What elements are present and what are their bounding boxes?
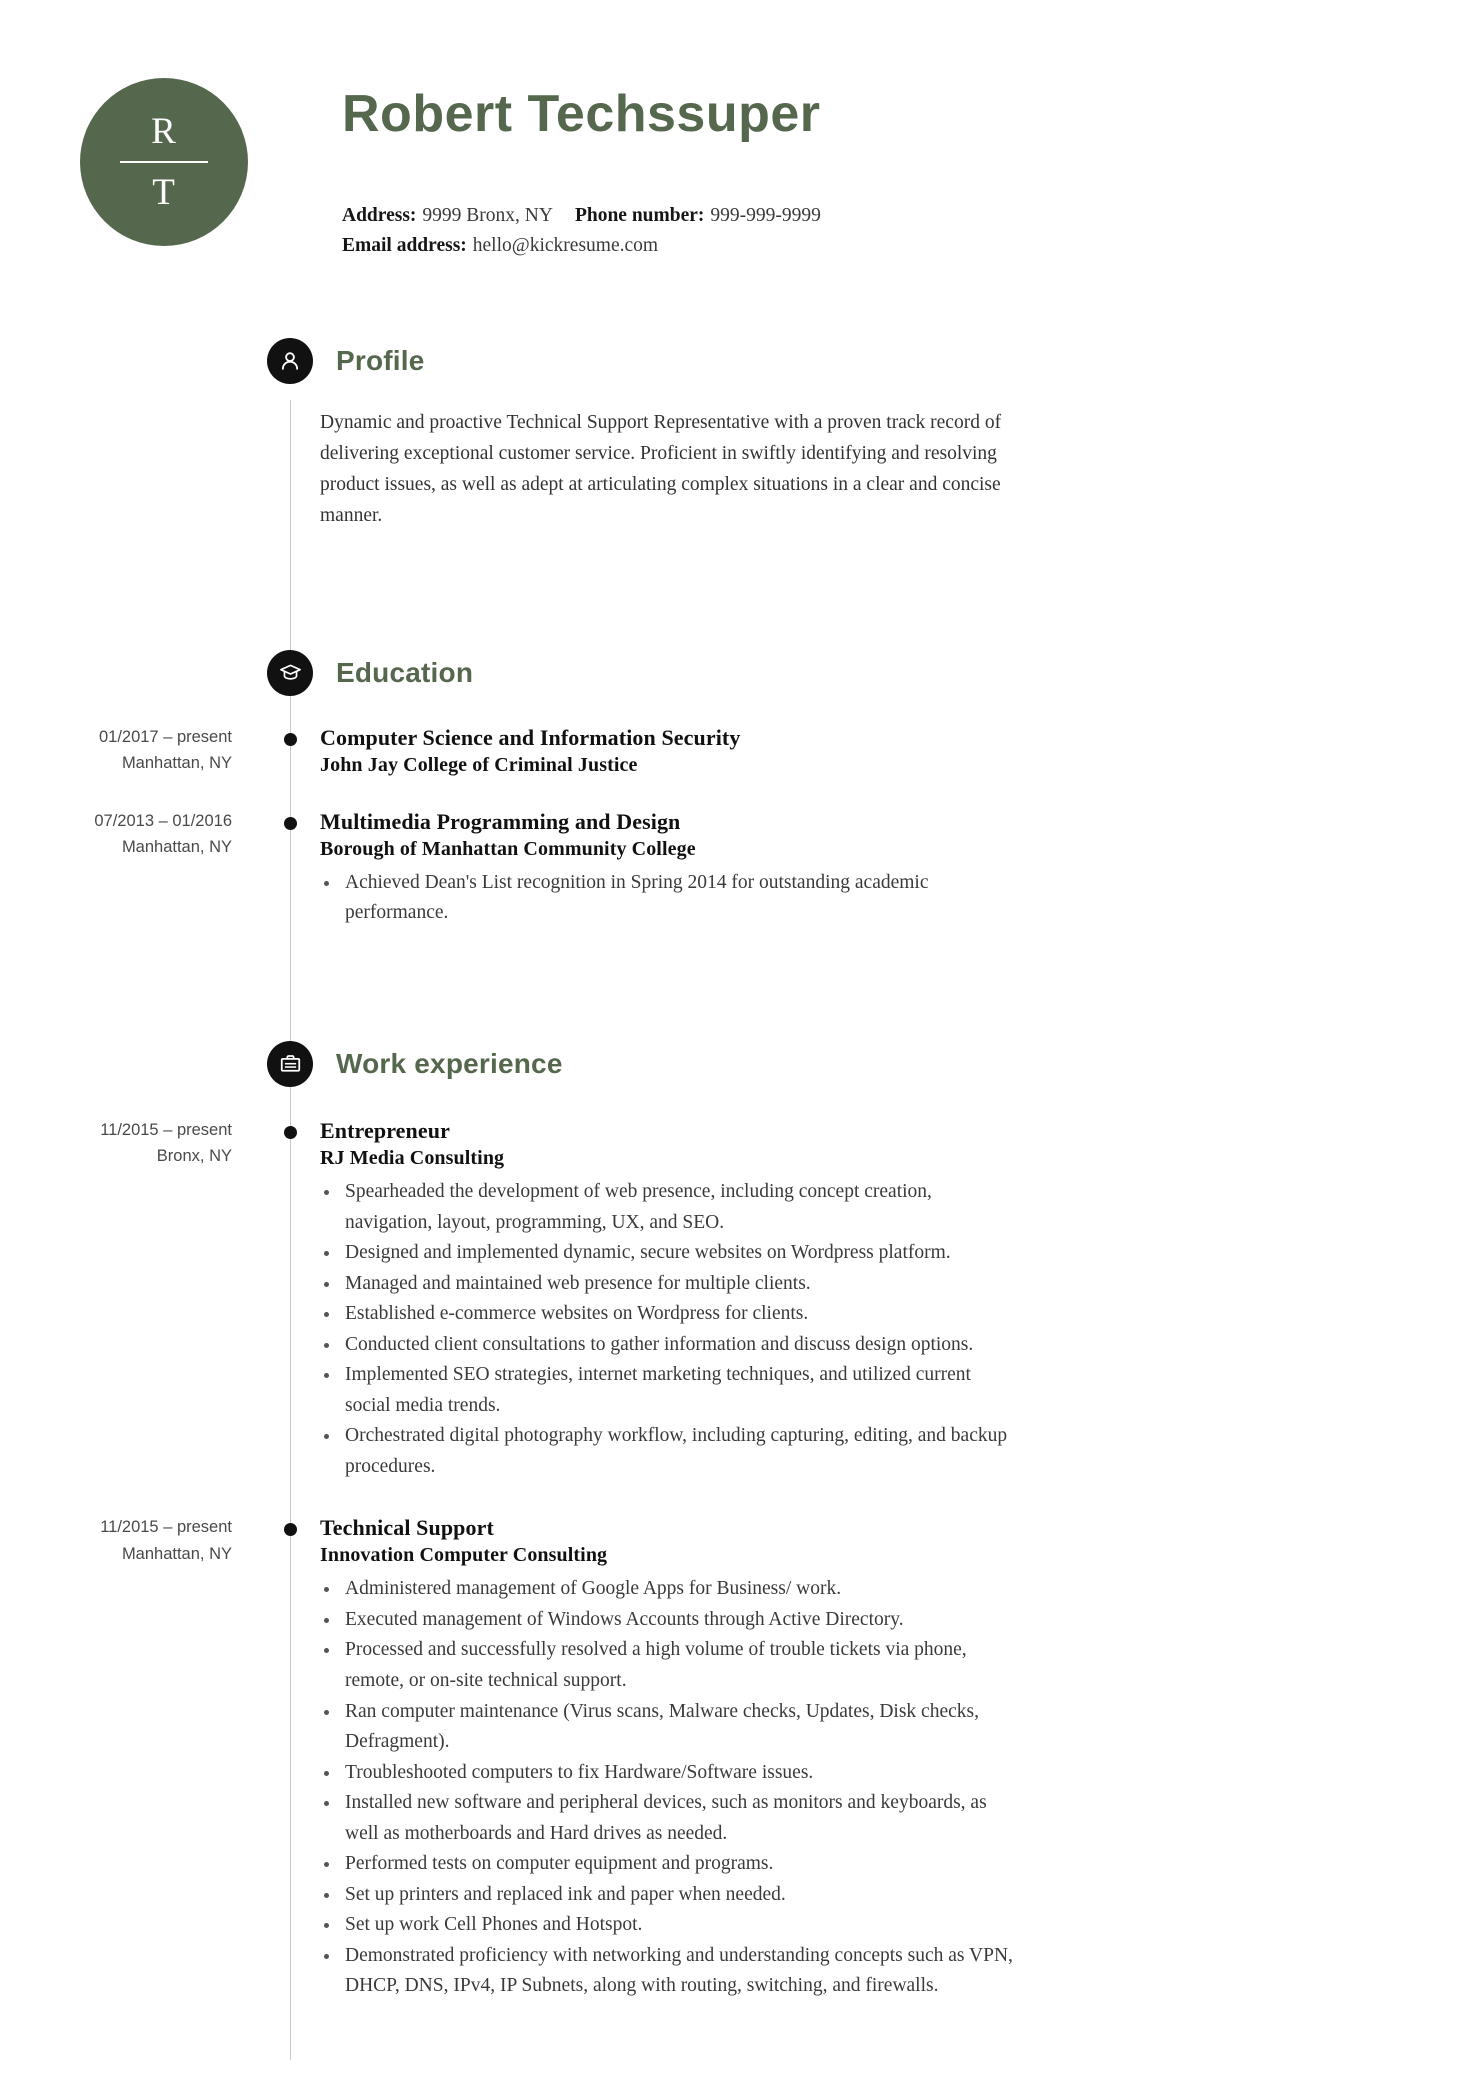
entry-body bbox=[320, 808, 1020, 929]
entry-organization: Innovation Computer Consulting bbox=[320, 1544, 608, 1567]
list-item: Managed and maintained web presence for multiple clients. bbox=[320, 1269, 1020, 1300]
address-label: Address: bbox=[342, 205, 417, 227]
entry-meta bbox=[0, 1117, 270, 1482]
entry-dates: 01/2017 – present bbox=[98, 727, 232, 746]
monogram-initial-top: R bbox=[151, 111, 177, 152]
list-item: Troubleshooted computers to fix Hardware/Software issues. bbox=[320, 1758, 1020, 1789]
list-item: Demonstrated proficiency with networking and understanding concepts such as VPN, DHCP, DNS, IPv4, IP Subnets, along with routing, switching, and firewalls. bbox=[320, 1941, 1020, 2002]
list-item: Administered management of Google Apps for Business/ work. bbox=[320, 1574, 1020, 1605]
list-item: Performed tests on computer equipment and programs. bbox=[320, 1849, 1020, 1880]
entry-body bbox=[320, 724, 1020, 778]
person-icon bbox=[267, 338, 313, 384]
entry-location: Manhattan, NY bbox=[121, 754, 232, 773]
section-title-education: Education bbox=[336, 656, 474, 688]
education-entry bbox=[0, 808, 1468, 929]
resume-header bbox=[0, 0, 1468, 260]
list-item: Orchestrated digital photography workflow, including capturing, editing, and backup procedures. bbox=[320, 1421, 1020, 1482]
contact-row-address-phone bbox=[342, 201, 821, 231]
entry-bullet-list bbox=[320, 1177, 1020, 1482]
list-item: Installed new software and peripheral devices, such as monitors and keyboards, as well as motherboards and Hard drives as needed. bbox=[320, 1788, 1020, 1849]
entry-bullet-list bbox=[320, 1574, 1020, 2001]
timeline-dot bbox=[284, 817, 297, 830]
section-work-experience bbox=[0, 1041, 1468, 2002]
section-header-education bbox=[0, 650, 1468, 696]
section-header-profile bbox=[0, 338, 1468, 384]
graduation-cap-icon bbox=[267, 650, 313, 696]
entry-bullet-list bbox=[320, 868, 1020, 929]
list-item: Ran computer maintenance (Virus scans, Malware checks, Updates, Disk checks, Defragment). bbox=[320, 1697, 1020, 1758]
entry-title: Multimedia Programming and Design bbox=[320, 808, 681, 834]
list-item: Spearheaded the development of web presence, including concept creation, navigation, layout, programming, UX, and SEO. bbox=[320, 1177, 1020, 1238]
entry-body bbox=[320, 1514, 1020, 2001]
entry-dates: 11/2015 – present bbox=[100, 1518, 232, 1537]
briefcase-icon bbox=[267, 1041, 313, 1087]
entry-dates: 11/2015 – present bbox=[100, 1120, 232, 1139]
list-item: Designed and implemented dynamic, secure websites on Wordpress platform. bbox=[320, 1238, 1020, 1269]
list-item: Achieved Dean's List recognition in Spring 2014 for outstanding academic performance. bbox=[320, 868, 1020, 929]
entry-title: Entrepreneur bbox=[320, 1117, 450, 1143]
list-item: Implemented SEO strategies, internet marketing techniques, and utilized current social media trends. bbox=[320, 1360, 1020, 1421]
entry-body bbox=[320, 1117, 1020, 1482]
list-item: Set up printers and replaced ink and paper when needed. bbox=[320, 1880, 1020, 1911]
timeline-dot bbox=[284, 1126, 297, 1139]
list-item: Executed management of Windows Accounts through Active Directory. bbox=[320, 1605, 1020, 1636]
list-item: Conducted client consultations to gather information and discuss design options. bbox=[320, 1330, 1020, 1361]
entry-organization: RJ Media Consulting bbox=[320, 1147, 505, 1170]
timeline-dot bbox=[284, 733, 297, 746]
entry-location: Manhattan, NY bbox=[121, 838, 232, 857]
entry-location: Bronx, NY bbox=[156, 1147, 232, 1166]
profile-summary-text: Dynamic and proactive Technical Support Representative with a proven track record of delivering exceptional customer service. Proficient in swiftly identifying and resolving product issues, as well as adept at articulating complex situations in a clear and concise manner. bbox=[320, 412, 1002, 526]
list-item: Established e-commerce websites on Wordpress for clients. bbox=[320, 1299, 1020, 1330]
contact-row-email bbox=[342, 231, 821, 261]
entry-meta bbox=[0, 808, 270, 929]
section-education bbox=[0, 650, 1468, 929]
entry-title: Computer Science and Information Security bbox=[320, 724, 741, 750]
phone-value: 999-999-9999 bbox=[710, 205, 821, 227]
section-profile bbox=[0, 338, 1468, 531]
section-title-profile: Profile bbox=[336, 345, 425, 377]
section-title-work: Work experience bbox=[336, 1047, 563, 1079]
monogram-avatar bbox=[80, 78, 248, 246]
entry-meta bbox=[0, 724, 270, 778]
entry-title: Technical Support bbox=[320, 1515, 494, 1541]
address-value: 9999 Bronx, NY bbox=[422, 205, 553, 227]
entry-meta bbox=[0, 1514, 270, 2001]
email-label: Email address: bbox=[342, 234, 467, 256]
contact-details bbox=[342, 201, 821, 260]
entry-location: Manhattan, NY bbox=[121, 1544, 232, 1563]
list-item: Processed and successfully resolved a high volume of trouble tickets via phone, remote, or on-site technical support. bbox=[320, 1635, 1020, 1696]
list-item: Set up work Cell Phones and Hotspot. bbox=[320, 1910, 1020, 1941]
section-header-work bbox=[0, 1041, 1468, 1087]
timeline-dot bbox=[284, 1523, 297, 1536]
entry-dates: 07/2013 – 01/2016 bbox=[94, 811, 232, 830]
work-entry bbox=[0, 1514, 1468, 2001]
monogram-initial-bottom: T bbox=[152, 172, 176, 213]
entry-organization: Borough of Manhattan Community College bbox=[320, 837, 696, 860]
education-entry bbox=[0, 724, 1468, 778]
phone-label: Phone number: bbox=[574, 205, 705, 227]
email-value: hello@kickresume.com bbox=[472, 234, 659, 256]
page-title: Robert Techssuper bbox=[342, 85, 821, 143]
work-entry bbox=[0, 1117, 1468, 1482]
entry-organization: John Jay College of Criminal Justice bbox=[320, 753, 638, 776]
resume-body bbox=[0, 338, 1468, 2001]
header-text-block bbox=[248, 78, 821, 260]
